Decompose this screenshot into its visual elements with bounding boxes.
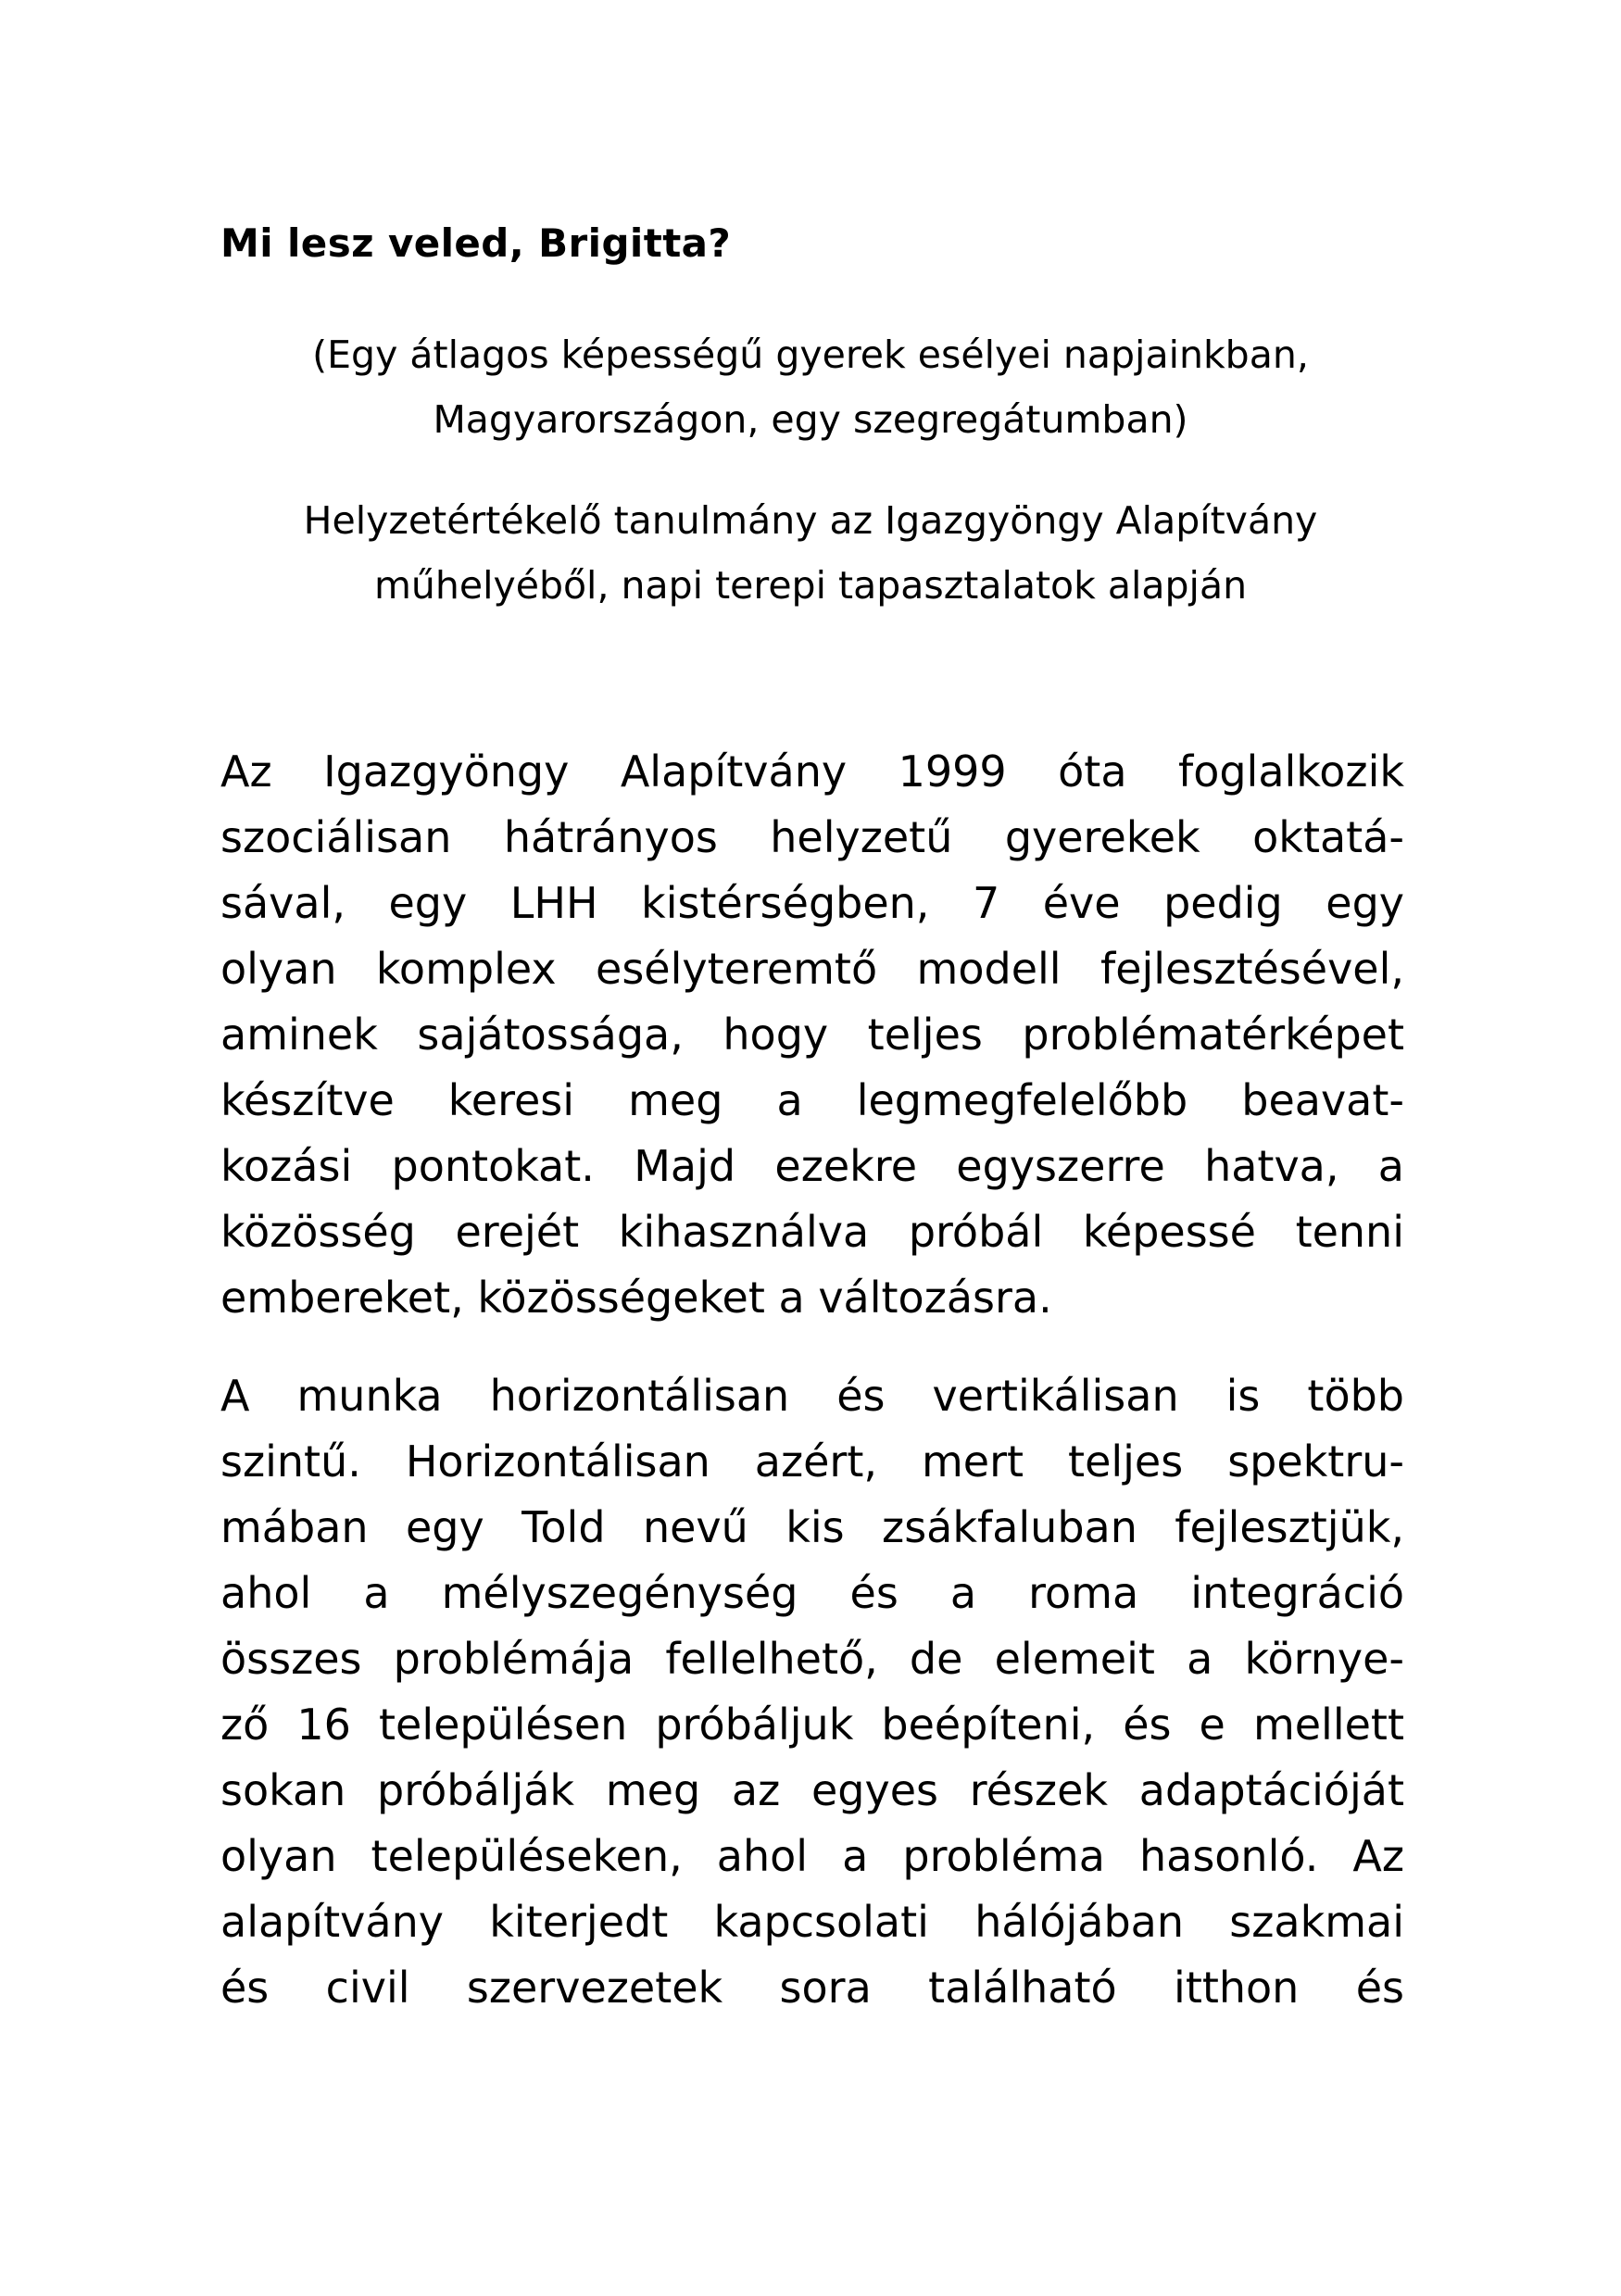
paragraph-line: sokan próbálják meg az egyes részek adaptációját [220,1765,1404,1815]
paragraph-line: A munka horizontálisan és vertikálisan is több [220,1371,1404,1421]
paragraph-line: összes problémája fellelhető, de elemeit a környe- [220,1634,1404,1684]
paragraph-line: közösség erejét kihasználva próbál képessé tenni [220,1207,1404,1257]
description-line: műhelyéből, napi terepi tapasztalatok alapján [373,563,1248,608]
paragraph-line: Az Igazgyöngy Alapítvány 1999 óta foglalkozik [220,747,1404,797]
paragraph-line: aminek sajátossága, hogy teljes problématérképet [220,1010,1404,1060]
paragraph-2 [220,1363,1404,2021]
paragraph-1 [220,739,1404,1331]
paragraph-line: és civil szervezetek sora található itthon és [220,1963,1404,2013]
paragraph-line: alapítvány kiterjedt kapcsolati hálójában szakmai [220,1897,1404,1947]
paragraph-line: szintű. Horizontálisan azért, mert teljes spektru- [220,1437,1404,1487]
document-title: Mi lesz veled, Brigitta? [220,220,732,266]
paragraph-line: sával, egy LHH kistérségben, 7 éve pedig egy [220,878,1404,928]
paragraph-line: készítve keresi meg a legmegfelelőbb beavat- [220,1075,1404,1125]
subtitle-line: (Egy átlagos képességű gyerek esélyei napjainkban, [312,332,1309,377]
paragraph-line: szociálisan hátrányos helyzetű gyerekek oktatá- [220,812,1404,862]
paragraph-line: ahol a mélyszegénység és a roma integráció [220,1568,1404,1618]
paragraph-line: ző 16 településen próbáljuk beépíteni, és e mellett [220,1700,1404,1750]
subtitle-line: Magyarországon, egy szegregátumban) [433,397,1188,442]
paragraph-line: kozási pontokat. Majd ezekre egyszerre hatva, a [220,1141,1404,1191]
paragraph-line: mában egy Told nevű kis zsákfaluban fejlesztjük, [220,1502,1404,1552]
paragraph-line: embereket, közösségeket a változásra. [220,1273,1052,1323]
document-description [204,488,1417,618]
description-line: Helyzetértékelő tanulmány az Igazgyöngy Alapítvány [303,498,1318,543]
paragraph-line: olyan komplex esélyteremtő modell fejlesztésével, [220,944,1404,994]
paragraph-line: olyan településeken, ahol a probléma hasonló. Az [220,1831,1404,1881]
document-subtitle [204,322,1417,452]
